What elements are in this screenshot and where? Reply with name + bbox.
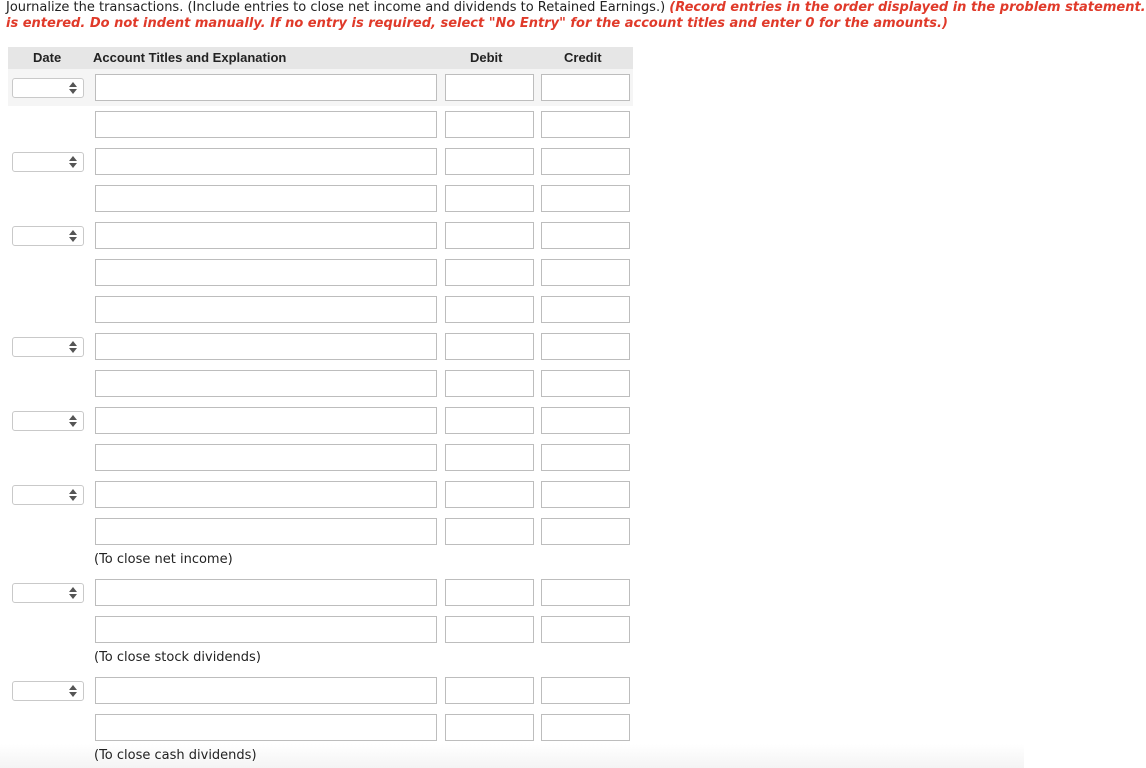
credit-input[interactable] <box>541 185 630 212</box>
account-title-input[interactable] <box>95 148 437 175</box>
date-select[interactable] <box>12 78 84 98</box>
credit-input[interactable] <box>541 714 630 741</box>
account-title-input[interactable] <box>95 370 437 397</box>
debit-input[interactable] <box>445 185 534 212</box>
instructions-emphasis-2: is entered. Do not indent manually. If no entry is required, select "No Entry" for the account titles and enter 0 for the amounts.) <box>6 16 948 31</box>
instructions-emphasis: (Record entries in the order displayed in the problem statement. <box>669 0 1146 15</box>
account-title-input[interactable] <box>95 481 437 508</box>
account-title-input[interactable] <box>95 444 437 471</box>
up-down-arrows-icon <box>69 415 77 427</box>
header-account-titles: Account Titles and Explanation <box>93 50 287 65</box>
date-select[interactable] <box>12 152 84 172</box>
table-header <box>8 47 633 69</box>
credit-input[interactable] <box>541 222 630 249</box>
credit-input[interactable] <box>541 407 630 434</box>
note-close-cash-dividends: (To close cash dividends) <box>94 748 257 763</box>
credit-input[interactable] <box>541 677 630 704</box>
instructions-line-1 <box>6 0 1146 16</box>
note-close-stock-dividends: (To close stock dividends) <box>94 650 261 665</box>
account-title-input[interactable] <box>95 74 437 101</box>
date-select[interactable] <box>12 681 84 701</box>
header-credit: Credit <box>564 50 602 65</box>
credit-input[interactable] <box>541 616 630 643</box>
debit-input[interactable] <box>445 481 534 508</box>
up-down-arrows-icon <box>69 230 77 242</box>
date-select[interactable] <box>12 583 84 603</box>
debit-input[interactable] <box>445 444 534 471</box>
account-title-input[interactable] <box>95 111 437 138</box>
debit-input[interactable] <box>445 148 534 175</box>
account-title-input[interactable] <box>95 185 437 212</box>
up-down-arrows-icon <box>69 587 77 599</box>
credit-input[interactable] <box>541 444 630 471</box>
debit-input[interactable] <box>445 333 534 360</box>
credit-input[interactable] <box>541 111 630 138</box>
credit-input[interactable] <box>541 296 630 323</box>
account-title-input[interactable] <box>95 407 437 434</box>
instructions <box>6 0 1146 32</box>
debit-input[interactable] <box>445 518 534 545</box>
debit-input[interactable] <box>445 714 534 741</box>
account-title-input[interactable] <box>95 677 437 704</box>
debit-input[interactable] <box>445 296 534 323</box>
credit-input[interactable] <box>541 518 630 545</box>
debit-input[interactable] <box>445 222 534 249</box>
debit-input[interactable] <box>445 677 534 704</box>
debit-input[interactable] <box>445 616 534 643</box>
date-select[interactable] <box>12 226 84 246</box>
date-select[interactable] <box>12 411 84 431</box>
credit-input[interactable] <box>541 333 630 360</box>
credit-input[interactable] <box>541 148 630 175</box>
account-title-input[interactable] <box>95 714 437 741</box>
account-title-input[interactable] <box>95 222 437 249</box>
debit-input[interactable] <box>445 579 534 606</box>
credit-input[interactable] <box>541 579 630 606</box>
instructions-line-2 <box>6 16 1106 32</box>
debit-input[interactable] <box>445 370 534 397</box>
up-down-arrows-icon <box>69 341 77 353</box>
account-title-input[interactable] <box>95 518 437 545</box>
debit-input[interactable] <box>445 407 534 434</box>
account-title-input[interactable] <box>95 333 437 360</box>
date-select[interactable] <box>12 485 84 505</box>
up-down-arrows-icon <box>69 489 77 501</box>
account-title-input[interactable] <box>95 259 437 286</box>
debit-input[interactable] <box>445 111 534 138</box>
credit-input[interactable] <box>541 259 630 286</box>
up-down-arrows-icon <box>69 685 77 697</box>
credit-input[interactable] <box>541 74 630 101</box>
header-debit: Debit <box>470 50 503 65</box>
up-down-arrows-icon <box>69 156 77 168</box>
credit-input[interactable] <box>541 481 630 508</box>
instructions-text: Journalize the transactions. (Include entries to close net income and dividends to Retained Earnings.) <box>6 0 670 15</box>
up-down-arrows-icon <box>69 82 77 94</box>
note-close-net-income: (To close net income) <box>94 552 233 567</box>
debit-input[interactable] <box>445 259 534 286</box>
account-title-input[interactable] <box>95 296 437 323</box>
date-select[interactable] <box>12 337 84 357</box>
credit-input[interactable] <box>541 370 630 397</box>
account-title-input[interactable] <box>95 616 437 643</box>
debit-input[interactable] <box>445 74 534 101</box>
account-title-input[interactable] <box>95 579 437 606</box>
header-date: Date <box>33 50 62 65</box>
